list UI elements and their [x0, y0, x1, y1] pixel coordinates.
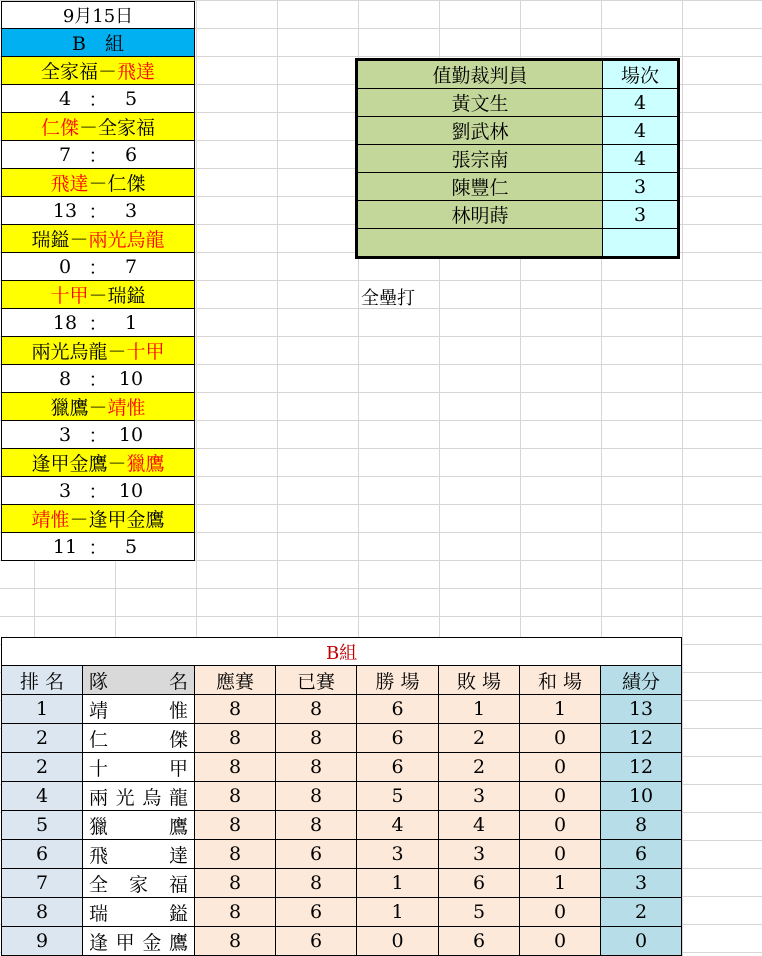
stat-cell[interactable]: 8 [195, 811, 276, 840]
home-score: 3 [58, 479, 72, 502]
score-colon: ： [88, 145, 108, 167]
away-score: 5 [124, 535, 138, 558]
points-cell[interactable]: 2 [601, 898, 682, 927]
stat-cell[interactable]: 8 [276, 753, 357, 782]
home-score: 4 [58, 87, 72, 110]
rank-cell[interactable]: 2 [2, 753, 83, 782]
match-dash: － [88, 173, 108, 195]
rank-cell[interactable]: 4 [2, 782, 83, 811]
referee-table [355, 58, 680, 259]
homerun-label[interactable]: 全壘打 [361, 288, 415, 309]
match-cell[interactable] [1, 169, 195, 197]
score-cell[interactable] [1, 197, 195, 225]
referee-name[interactable]: 劉武林 [358, 117, 603, 145]
home-score: 13 [52, 199, 78, 222]
stat-cell[interactable]: 3 [439, 840, 520, 869]
score-colon: ： [88, 201, 108, 223]
stat-cell[interactable]: 0 [520, 898, 601, 927]
score-cell[interactable] [1, 421, 195, 449]
team-name-cell[interactable]: 仁傑 [83, 724, 195, 753]
match-list [1, 57, 195, 561]
standings-header-cell[interactable]: 敗 場 [439, 666, 520, 695]
team-name-cell[interactable]: 靖惟 [83, 695, 195, 724]
rank-cell[interactable]: 8 [2, 898, 83, 927]
match-cell[interactable] [1, 225, 195, 253]
points-cell[interactable]: 10 [601, 782, 682, 811]
standings-header-cell[interactable]: 和 場 [520, 666, 601, 695]
match-away-team: 仁傑 [107, 173, 146, 195]
referee-header-row [358, 61, 678, 89]
score-cell[interactable] [1, 253, 195, 281]
stat-cell[interactable]: 0 [357, 927, 439, 956]
away-score: 1 [124, 311, 138, 334]
stat-cell[interactable]: 8 [195, 927, 276, 956]
score-colon: ： [88, 425, 108, 447]
home-score: 7 [58, 143, 72, 166]
score-colon: ： [88, 369, 108, 391]
match-cell[interactable] [1, 505, 195, 533]
standings-header-cell[interactable]: 應賽 [195, 666, 276, 695]
score-colon: ： [88, 89, 108, 111]
stat-cell[interactable]: 4 [439, 811, 520, 840]
team-name-cell[interactable]: 飛達 [83, 840, 195, 869]
stat-cell[interactable]: 8 [276, 869, 357, 898]
stat-cell[interactable]: 6 [357, 724, 439, 753]
referee-row [358, 229, 678, 257]
match-away-team: 十甲 [126, 341, 165, 363]
standings-row [2, 753, 682, 782]
score-colon: ： [88, 537, 108, 559]
standings-row [2, 811, 682, 840]
referee-count[interactable]: 3 [603, 201, 678, 229]
referee-name[interactable]: 林明蒔 [358, 201, 603, 229]
stat-cell[interactable]: 5 [439, 898, 520, 927]
stat-cell[interactable]: 8 [195, 724, 276, 753]
team-name-cell[interactable]: 瑞鎰 [83, 898, 195, 927]
away-score: 5 [124, 87, 138, 110]
away-score: 3 [124, 199, 138, 222]
standings-row [2, 840, 682, 869]
stat-cell[interactable]: 2 [439, 724, 520, 753]
points-cell[interactable]: 6 [601, 840, 682, 869]
match-cell[interactable] [1, 57, 195, 85]
score-cell[interactable] [1, 533, 195, 561]
stat-cell[interactable]: 6 [276, 898, 357, 927]
referee-name[interactable]: 張宗南 [358, 145, 603, 173]
standings-header-cell[interactable]: 已賽 [276, 666, 357, 695]
rank-cell[interactable]: 5 [2, 811, 83, 840]
home-score: 3 [58, 423, 72, 446]
rank-cell[interactable]: 6 [2, 840, 83, 869]
stat-cell[interactable]: 6 [276, 927, 357, 956]
match-home-team: 逢甲金鷹 [31, 453, 108, 475]
points-cell[interactable]: 13 [601, 695, 682, 724]
score-colon: ： [88, 257, 108, 279]
standings-title[interactable]: B組 [2, 638, 682, 666]
referee-count[interactable]: 3 [603, 173, 678, 201]
standings-header-row [2, 666, 682, 695]
referee-name[interactable] [358, 229, 603, 257]
points-cell[interactable]: 3 [601, 869, 682, 898]
match-dash: － [69, 229, 89, 251]
team-name-cell[interactable]: 全家福 [83, 869, 195, 898]
stat-cell[interactable]: 6 [439, 869, 520, 898]
stat-cell[interactable]: 0 [520, 927, 601, 956]
home-score: 0 [58, 255, 72, 278]
points-cell[interactable]: 12 [601, 753, 682, 782]
standings-row [2, 782, 682, 811]
home-score: 11 [52, 535, 78, 558]
away-score: 7 [124, 255, 138, 278]
match-home-team: 仁傑 [40, 117, 79, 139]
match-away-team: 兩光烏龍 [88, 229, 165, 251]
standings-header-cell[interactable]: 績分 [601, 666, 682, 695]
match-dash: － [88, 285, 108, 307]
stat-cell[interactable]: 1 [520, 869, 601, 898]
match-dash: － [69, 509, 89, 531]
match-cell[interactable] [1, 113, 195, 141]
match-home-team: 全家福 [40, 61, 98, 83]
referee-row [358, 201, 678, 229]
score-cell[interactable] [1, 85, 195, 113]
stat-cell[interactable]: 1 [439, 695, 520, 724]
standings-header-cell[interactable]: 隊 名 [83, 666, 195, 695]
standings-row [2, 724, 682, 753]
match-away-team: 獵鷹 [126, 453, 165, 475]
stat-cell[interactable]: 6 [439, 927, 520, 956]
referee-header-name[interactable]: 值勤裁判員 [358, 61, 603, 89]
team-name-cell[interactable]: 逢甲金鷹 [83, 927, 195, 956]
stat-cell[interactable]: 1 [357, 869, 439, 898]
stat-cell[interactable]: 1 [520, 695, 601, 724]
standings-header-cell[interactable]: 排 名 [2, 666, 83, 695]
home-score: 18 [52, 311, 78, 334]
away-score: 6 [124, 143, 138, 166]
stat-cell[interactable]: 8 [195, 753, 276, 782]
away-score: 10 [118, 423, 144, 446]
match-cell[interactable] [1, 281, 195, 309]
stat-cell[interactable]: 3 [439, 782, 520, 811]
match-home-team: 兩光烏龍 [31, 341, 108, 363]
match-dash: － [88, 397, 108, 419]
match-away-team: 靖惟 [107, 397, 146, 419]
match-cell[interactable] [1, 449, 195, 477]
match-home-team: 靖惟 [31, 509, 70, 531]
score-colon: ： [88, 313, 108, 335]
referee-count[interactable] [603, 229, 678, 257]
referee-name[interactable]: 黃文生 [358, 89, 603, 117]
away-score: 10 [118, 479, 144, 502]
referee-name[interactable]: 陳豐仁 [358, 173, 603, 201]
match-home-team: 飛達 [50, 173, 89, 195]
stat-cell[interactable]: 8 [195, 695, 276, 724]
stat-cell[interactable]: 8 [276, 724, 357, 753]
referee-row [358, 145, 678, 173]
stat-cell[interactable]: 0 [520, 782, 601, 811]
rank-cell[interactable]: 7 [2, 869, 83, 898]
stat-cell[interactable]: 5 [357, 782, 439, 811]
team-name-cell[interactable]: 十甲 [83, 753, 195, 782]
stat-cell[interactable]: 6 [276, 840, 357, 869]
match-dash: － [107, 341, 127, 363]
standings-table [1, 637, 681, 956]
stat-cell[interactable]: 6 [357, 695, 439, 724]
stat-cell[interactable]: 0 [520, 753, 601, 782]
referee-count[interactable]: 4 [603, 89, 678, 117]
points-cell[interactable]: 0 [601, 927, 682, 956]
referee-header-count[interactable]: 場次 [603, 61, 678, 89]
rank-cell[interactable]: 2 [2, 724, 83, 753]
match-dash: － [107, 453, 127, 475]
stat-cell[interactable]: 8 [276, 811, 357, 840]
standings-title-row [2, 638, 682, 666]
score-cell[interactable] [1, 141, 195, 169]
stat-cell[interactable]: 8 [276, 695, 357, 724]
match-home-team: 瑞鎰 [31, 229, 70, 251]
group-cell[interactable]: B 組 [1, 29, 195, 57]
referee-row [358, 117, 678, 145]
score-cell[interactable] [1, 365, 195, 393]
match-away-team: 全家福 [98, 117, 156, 139]
stat-cell[interactable]: 2 [439, 753, 520, 782]
points-cell[interactable]: 12 [601, 724, 682, 753]
rank-cell[interactable]: 1 [2, 695, 83, 724]
stat-cell[interactable]: 8 [195, 782, 276, 811]
team-name-cell[interactable]: 獵鷹 [83, 811, 195, 840]
match-away-team: 瑞鎰 [107, 285, 146, 307]
stat-cell[interactable]: 1 [357, 898, 439, 927]
standings-row [2, 927, 682, 956]
standings-header-cell[interactable]: 勝 場 [357, 666, 439, 695]
stat-cell[interactable]: 3 [357, 840, 439, 869]
match-away-team: 飛達 [117, 61, 156, 83]
match-home-team: 獵鷹 [50, 397, 89, 419]
match-schedule [1, 1, 195, 561]
stat-cell[interactable]: 8 [195, 840, 276, 869]
team-name-cell[interactable]: 兩光烏龍 [83, 782, 195, 811]
referee-count[interactable]: 4 [603, 145, 678, 173]
match-cell[interactable] [1, 337, 195, 365]
points-cell[interactable]: 8 [601, 811, 682, 840]
stat-cell[interactable]: 8 [195, 898, 276, 927]
away-score: 10 [118, 367, 144, 390]
referee-row [358, 173, 678, 201]
score-cell[interactable] [1, 477, 195, 505]
standings-row [2, 898, 682, 927]
stat-cell[interactable]: 6 [357, 753, 439, 782]
stat-cell[interactable]: 0 [520, 724, 601, 753]
home-score: 8 [58, 367, 72, 390]
score-cell[interactable] [1, 309, 195, 337]
standings-row [2, 695, 682, 724]
rank-cell[interactable]: 9 [2, 927, 83, 956]
score-colon: ： [88, 481, 108, 503]
referee-row [358, 89, 678, 117]
stat-cell[interactable]: 8 [195, 869, 276, 898]
stat-cell[interactable]: 4 [357, 811, 439, 840]
match-dash: － [97, 61, 117, 83]
match-home-team: 十甲 [50, 285, 89, 307]
match-cell[interactable] [1, 393, 195, 421]
stat-cell[interactable]: 8 [276, 782, 357, 811]
standings-row [2, 869, 682, 898]
match-dash: － [78, 117, 98, 139]
stat-cell[interactable]: 0 [520, 840, 601, 869]
stat-cell[interactable]: 0 [520, 811, 601, 840]
date-cell[interactable]: 9月15日 [1, 1, 195, 29]
referee-count[interactable]: 4 [603, 117, 678, 145]
match-away-team: 逢甲金鷹 [88, 509, 165, 531]
